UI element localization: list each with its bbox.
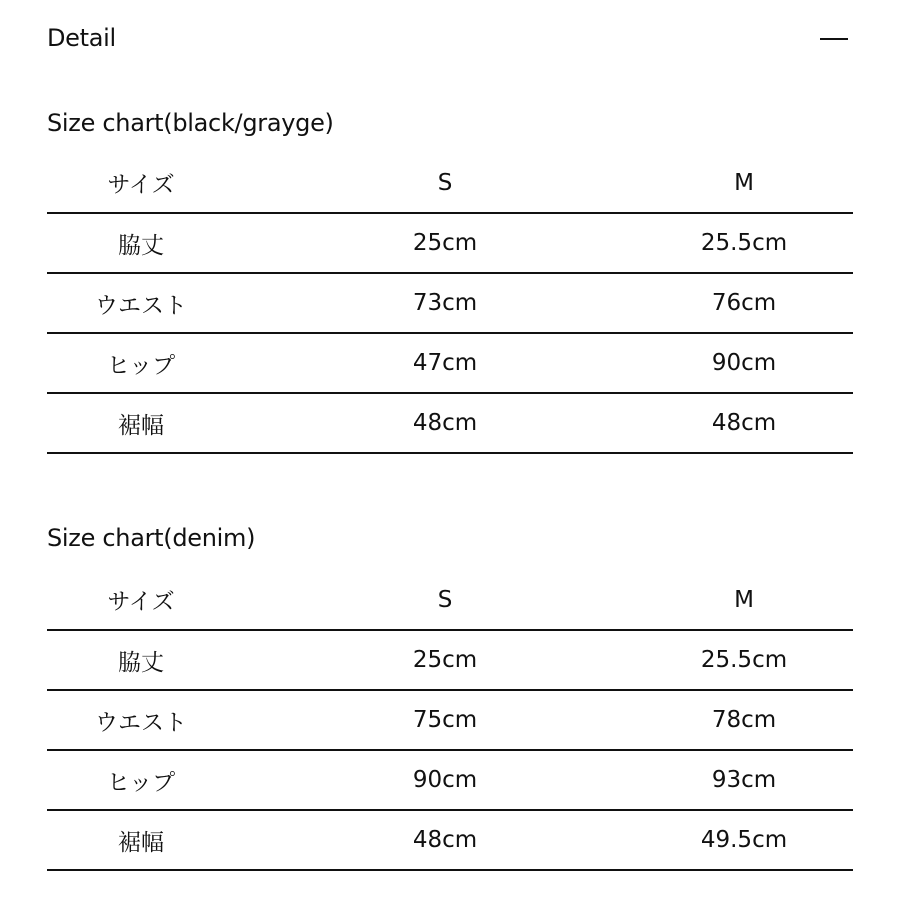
- cell-m: 49.5cm: [577, 810, 853, 870]
- table-row: [47, 333, 853, 393]
- row-label: 脇丈: [47, 630, 327, 690]
- table-header-row: [47, 570, 853, 630]
- row-label: 脇丈: [47, 213, 327, 273]
- cell-s: 25cm: [327, 213, 577, 273]
- size-chart-title-black-grayge: Size chart(black/grayge): [47, 109, 334, 137]
- minus-icon: [820, 38, 848, 40]
- row-label: ウエスト: [47, 273, 327, 333]
- column-header-m: M: [577, 153, 853, 213]
- cell-s: 48cm: [327, 810, 577, 870]
- cell-m: 78cm: [577, 690, 853, 750]
- cell-m: 25.5cm: [577, 213, 853, 273]
- cell-m: 76cm: [577, 273, 853, 333]
- row-label: ヒップ: [47, 750, 327, 810]
- table-row: [47, 273, 853, 333]
- cell-s: 48cm: [327, 393, 577, 453]
- cell-s: 25cm: [327, 630, 577, 690]
- cell-m: 48cm: [577, 393, 853, 453]
- cell-m: 25.5cm: [577, 630, 853, 690]
- table-header-row: [47, 153, 853, 213]
- row-label: ヒップ: [47, 333, 327, 393]
- cell-s: 47cm: [327, 333, 577, 393]
- cell-m: 90cm: [577, 333, 853, 393]
- column-header-size: サイズ: [47, 570, 327, 630]
- table-row: [47, 750, 853, 810]
- detail-header[interactable]: [47, 20, 853, 56]
- row-label: 裾幅: [47, 810, 327, 870]
- table-row: [47, 393, 853, 453]
- collapse-button[interactable]: [813, 20, 853, 56]
- cell-s: 75cm: [327, 690, 577, 750]
- row-label: 裾幅: [47, 393, 327, 453]
- row-label: ウエスト: [47, 690, 327, 750]
- table-row: [47, 690, 853, 750]
- cell-s: 73cm: [327, 273, 577, 333]
- column-header-s: S: [327, 570, 577, 630]
- size-chart-title-denim: Size chart(denim): [47, 524, 256, 552]
- cell-m: 93cm: [577, 750, 853, 810]
- column-header-m: M: [577, 570, 853, 630]
- detail-title: Detail: [47, 24, 116, 52]
- cell-s: 90cm: [327, 750, 577, 810]
- table-row: [47, 630, 853, 690]
- column-header-s: S: [327, 153, 577, 213]
- column-header-size: サイズ: [47, 153, 327, 213]
- table-row: [47, 213, 853, 273]
- size-chart-table-denim: [47, 570, 853, 871]
- table-row: [47, 810, 853, 870]
- size-chart-table-black-grayge: [47, 153, 853, 454]
